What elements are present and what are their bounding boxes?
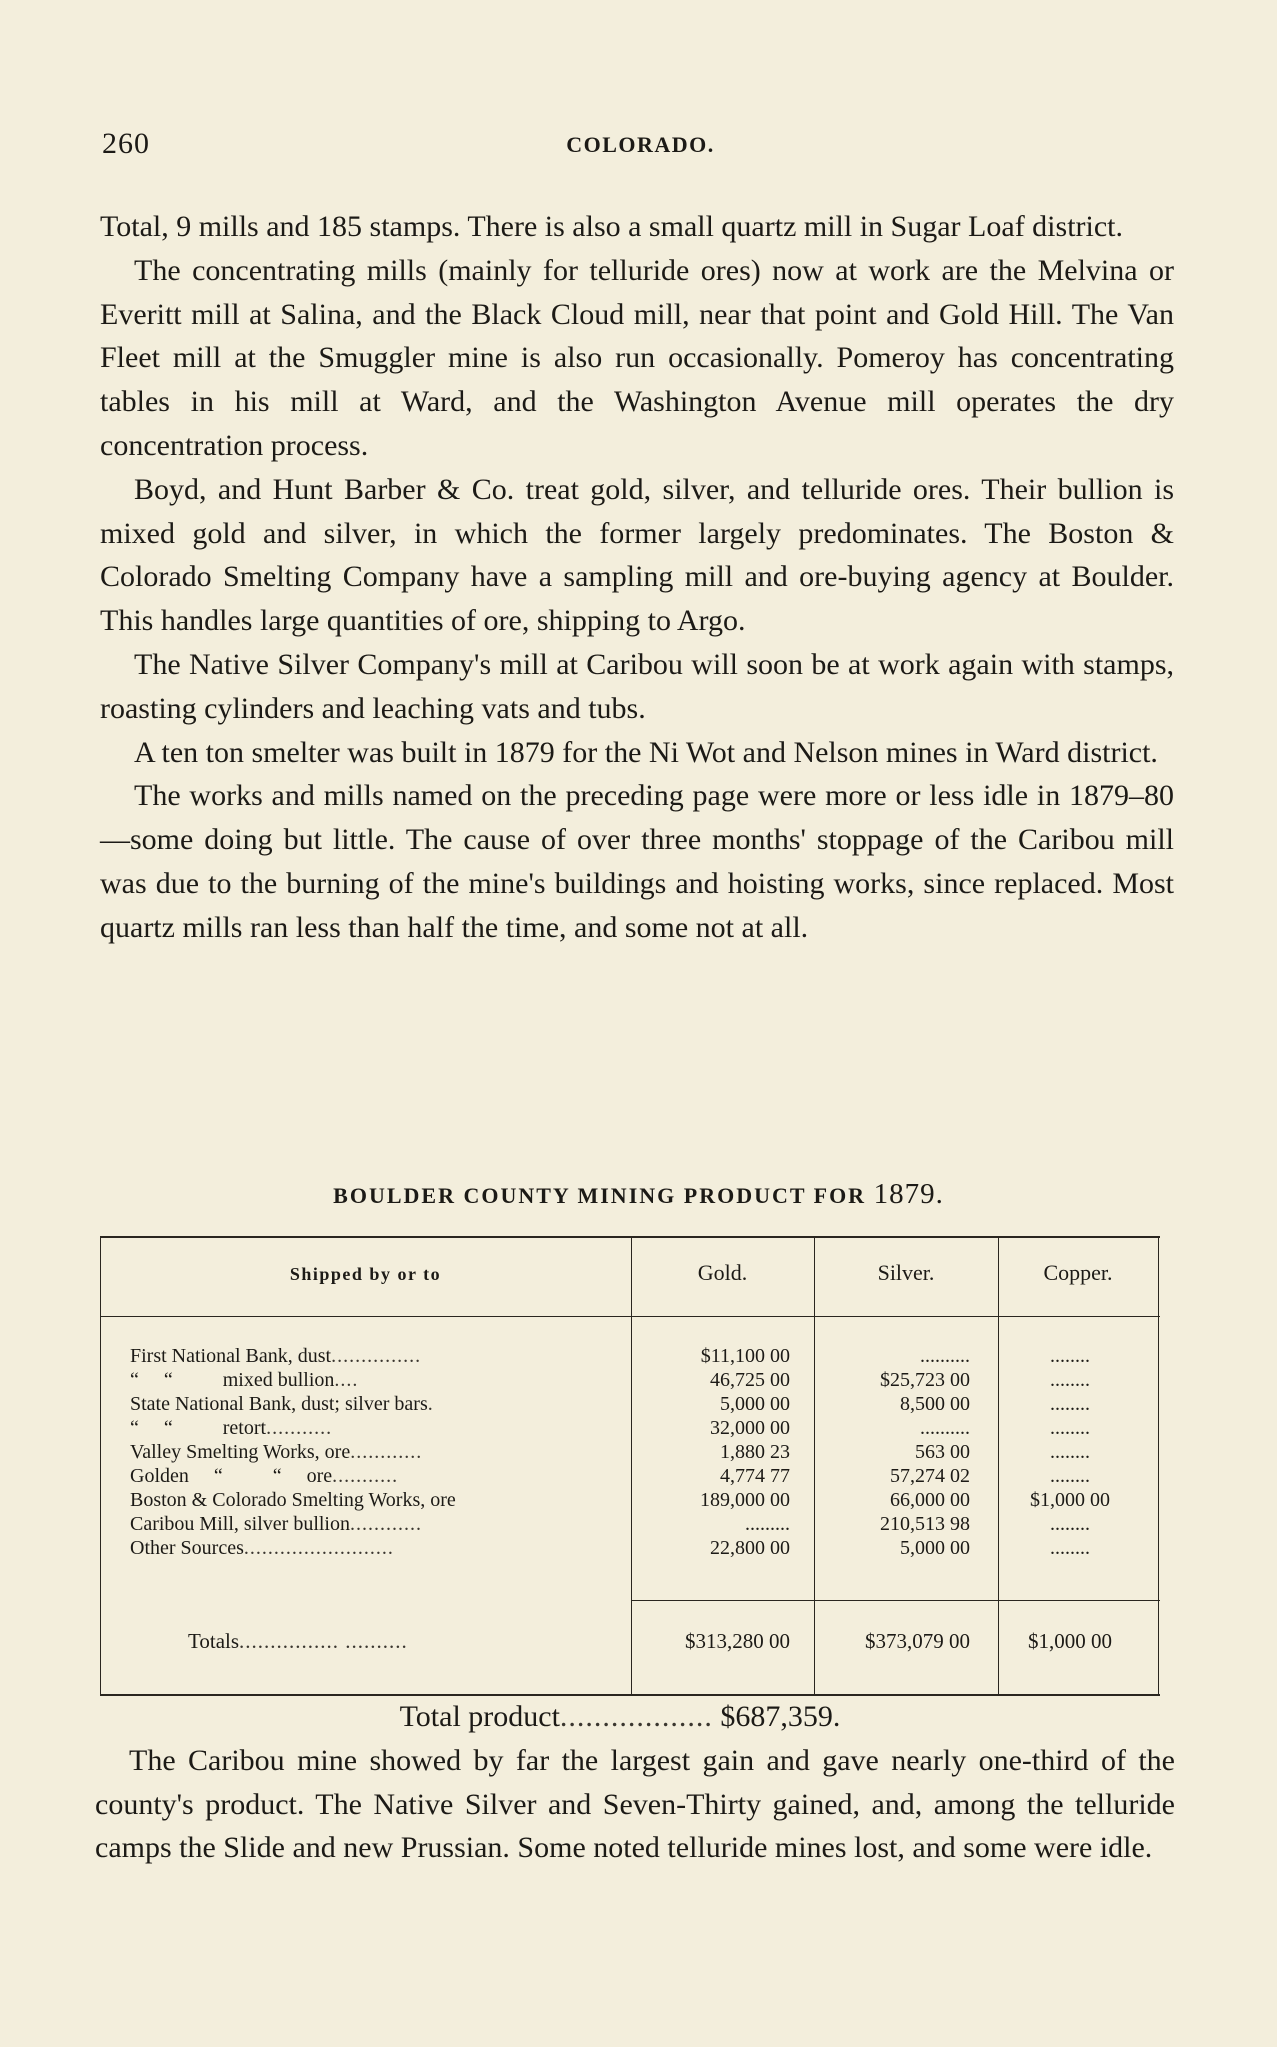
table-row xyxy=(100,1536,1160,1560)
table-row xyxy=(100,1488,1160,1512)
row-source: “ “ mixed bullion.... xyxy=(130,1369,359,1391)
table-row xyxy=(100,1368,1160,1392)
row-source: Caribou Mill, silver bullion............ xyxy=(130,1513,422,1535)
table-title xyxy=(0,1178,1277,1211)
row-copper: ........ xyxy=(1050,1393,1090,1415)
table-row xyxy=(100,1344,1160,1368)
table-title-text: BOULDER COUNTY MINING PRODUCT FOR xyxy=(333,1183,867,1208)
row-source: “ “ retort........... xyxy=(130,1417,333,1439)
header-gold: Gold. xyxy=(697,1260,748,1285)
header-source: Shipped by or to xyxy=(289,1264,442,1284)
body-text xyxy=(100,205,1174,950)
row-silver: .......... xyxy=(920,1417,970,1439)
row-source: Valley Smelting Works, ore............ xyxy=(130,1441,423,1463)
row-copper: ........ xyxy=(1050,1441,1090,1463)
totals-gold: $313,280 00 xyxy=(685,1629,790,1653)
row-gold: 1,880 23 xyxy=(720,1441,790,1463)
table-row xyxy=(100,1464,1160,1488)
row-silver: 5,000 00 xyxy=(900,1537,970,1559)
table-row xyxy=(100,1512,1160,1536)
paragraph-2: The concentrating mills (mainly for telluride ores) now at work are the Melvina or Everitt mill at Salina, and the Black Cloud mill, near that point and Gold Hill. The Van Fleet mill at the Smuggler mine is also run occasionally. Pomeroy has concentrating tables in his mill at Ward, and the Washington Avenue mill operates the dry concentration process. xyxy=(100,253,1174,462)
row-gold: $11,100 00 xyxy=(700,1345,790,1367)
row-source: State National Bank, dust; silver bars. xyxy=(130,1393,434,1415)
table-row xyxy=(100,1392,1160,1416)
totals-silver: $373,079 00 xyxy=(865,1629,970,1653)
table-row xyxy=(100,1440,1160,1464)
row-gold: 32,000 00 xyxy=(710,1417,790,1439)
row-silver: 66,000 00 xyxy=(890,1489,970,1511)
row-silver: 8,500 00 xyxy=(900,1393,970,1415)
row-copper: ........ xyxy=(1050,1513,1090,1535)
row-copper: ........ xyxy=(1050,1417,1090,1439)
table-row xyxy=(100,1416,1160,1440)
paragraph-1: Total, 9 mills and 185 stamps. There is also a small quartz mill in Sugar Loaf district. xyxy=(100,210,1124,243)
row-gold: ......... xyxy=(745,1513,790,1535)
lower-text xyxy=(95,1695,1175,1870)
row-gold: 4,774 77 xyxy=(720,1465,790,1487)
paragraph-3: Boyd, and Hunt Barber & Co. treat gold, silver, and telluride ores. Their bullion is mixed gold and silver, in which the former largely predominates. The Boston & Colorado Smelting Company have a sampling mill and ore-buying agency at Boulder. This handles large quantities of ore, shipping to Argo. xyxy=(100,472,1174,638)
row-copper: ........ xyxy=(1050,1537,1090,1559)
row-source: Other Sources......................... xyxy=(130,1537,394,1559)
table-header-rule xyxy=(100,1316,1160,1317)
row-source: First National Bank, dust............... xyxy=(130,1345,422,1367)
row-copper: ........ xyxy=(1050,1369,1090,1391)
row-silver: 563 00 xyxy=(915,1441,970,1463)
row-gold: 46,725 00 xyxy=(710,1369,790,1391)
row-gold: 189,000 00 xyxy=(700,1489,790,1511)
row-gold: 22,800 00 xyxy=(710,1537,790,1559)
row-source: Golden “ “ ore........... xyxy=(130,1465,399,1487)
row-source: Boston & Colorado Smelting Works, ore xyxy=(130,1489,456,1511)
table-totals-rule xyxy=(631,1600,1160,1601)
mining-product-table xyxy=(100,1236,1160,1696)
closing-paragraph: The Caribou mine showed by far the largest gain and gave nearly one-third of the county's product. The Native Silver and Seven-Thirty gained, and, among the telluride camps the Slide and new Prussian. Some noted telluride mines lost, and some were idle. xyxy=(95,1743,1175,1865)
row-silver: 210,513 98 xyxy=(880,1513,970,1535)
paragraph-6: The works and mills named on the preceding page were more or less idle in 1879–80—some doing but little. The cause of over three months' stoppage of the Caribou mill was due to the burning of the mine's buildings and hoisting works, since replaced. Most quartz mills ran less than half the time, and some not at all. xyxy=(100,779,1174,944)
running-title: COLORADO. xyxy=(566,132,715,157)
row-silver: 57,274 02 xyxy=(890,1465,970,1487)
total-product: Total product.................. $687,359. xyxy=(399,1700,841,1733)
row-copper: $1,000 00 xyxy=(1030,1489,1110,1511)
table-title-year: 1879. xyxy=(873,1178,944,1210)
totals-row xyxy=(100,1626,1160,1656)
totals-label: Totals................ .......... xyxy=(188,1629,408,1653)
row-silver: $25,723 00 xyxy=(880,1369,970,1391)
row-silver: .......... xyxy=(920,1345,970,1367)
paragraph-4: The Native Silver Company's mill at Caribou will soon be at work again with stamps, roasting cylinders and leaching vats and tubs. xyxy=(100,647,1174,725)
header-copper: Copper. xyxy=(1043,1260,1113,1285)
row-gold: 5,000 00 xyxy=(720,1393,790,1415)
row-copper: ........ xyxy=(1050,1345,1090,1367)
totals-copper: $1,000 00 xyxy=(1028,1629,1112,1653)
page-number: 260 xyxy=(102,127,150,160)
paragraph-5: A ten ton smelter was built in 1879 for the Ni Wot and Nelson mines in Ward district. xyxy=(134,735,1158,769)
row-copper: ........ xyxy=(1050,1465,1090,1487)
header-silver: Silver. xyxy=(877,1260,935,1285)
